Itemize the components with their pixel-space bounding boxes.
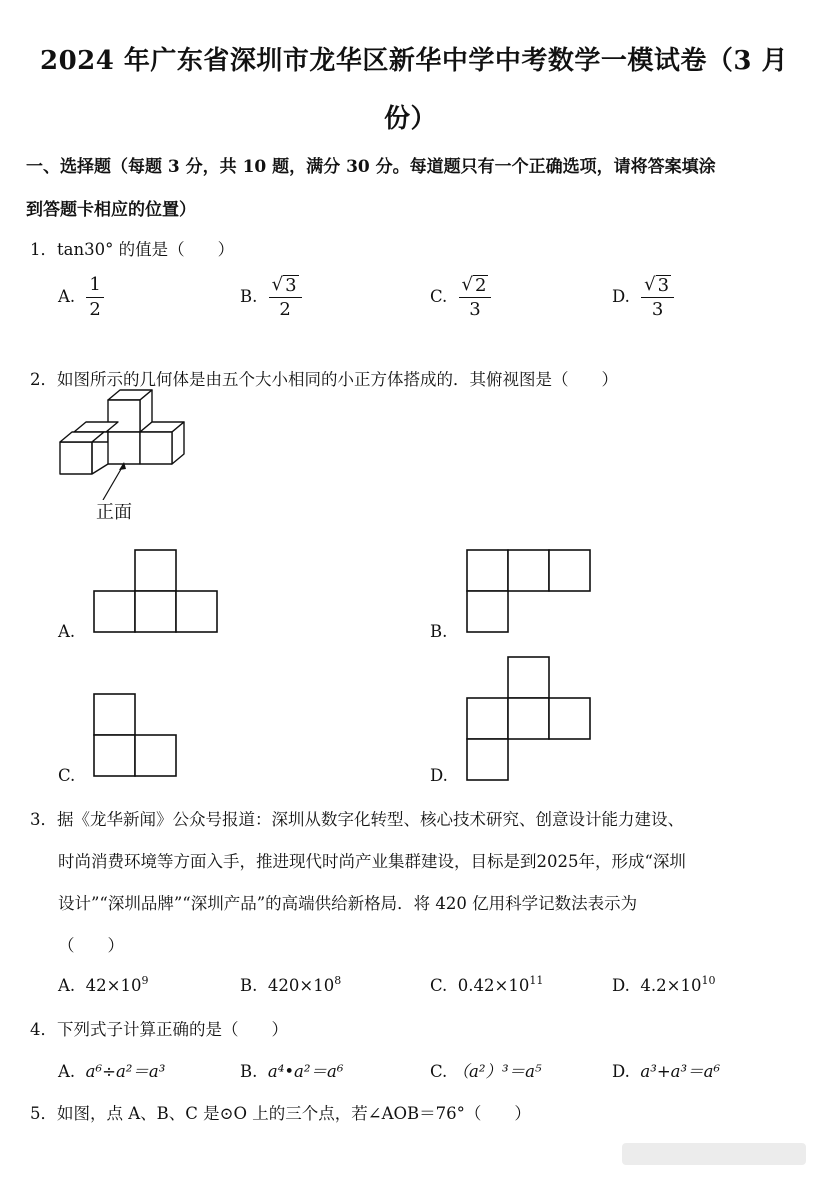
q1-option-d[interactable]	[612, 274, 674, 321]
q2-option-a-shape[interactable]	[93, 549, 219, 634]
sqrt-sign-icon: √	[644, 274, 656, 295]
q1-option-c-fraction	[459, 274, 492, 321]
q3-option-b[interactable]	[240, 974, 341, 995]
q1-option-c-denominator: 3	[469, 299, 481, 320]
q1-option-b-fraction	[269, 274, 302, 321]
q3-option-c-label: C.	[430, 976, 448, 995]
q4-option-a-expression: a⁶÷a²＝a³	[85, 1062, 166, 1081]
q4-option-a-label: A.	[58, 1062, 76, 1081]
q1-stem: 1．tan30° 的值是（ ）	[30, 240, 235, 259]
q3-option-c[interactable]	[430, 974, 543, 995]
q3-option-d[interactable]	[612, 974, 715, 995]
q4-option-d-label: D.	[612, 1062, 630, 1081]
q1-option-b[interactable]	[240, 274, 302, 321]
q3-option-d-label: D.	[612, 976, 630, 995]
q1-option-d-fraction	[641, 274, 674, 321]
bottom-scroll-indicator[interactable]	[622, 1143, 806, 1165]
exam-title-line2: 份）	[384, 104, 438, 134]
q4-option-c[interactable]	[430, 1058, 542, 1082]
q3-option-a-base: 42×10	[85, 976, 142, 995]
q3-option-a[interactable]	[58, 974, 149, 995]
q3-option-b-exponent: 8	[334, 974, 342, 987]
q4-option-b-expression: a⁴•a²＝a⁶	[267, 1062, 344, 1081]
q3-option-d-exponent: 10	[701, 974, 716, 987]
q2-stem: 2．如图所示的几何体是由五个大小相同的小正方体搭成的．其俯视图是（ ）	[30, 370, 618, 389]
cube-figure	[56, 382, 196, 500]
q1-option-a-fraction	[86, 274, 103, 321]
q1-option-c-radicand: 2	[475, 275, 487, 296]
q1-option-b-label: B.	[240, 287, 258, 306]
q1-option-a[interactable]	[58, 274, 104, 321]
q1-option-d-numerator	[641, 274, 674, 298]
front-label: 正面	[96, 502, 132, 523]
q4-option-b-label: B.	[240, 1062, 258, 1081]
q4-option-c-expression: （a²）³＝a⁵	[452, 1062, 542, 1081]
q3-option-b-base: 420×10	[267, 976, 335, 995]
q1-option-b-radicand: 3	[285, 275, 297, 296]
q3-line2: 时尚消费环境等方面入手，推进现代时尚产业集群建设，目标是到2025年，形成“深圳	[58, 852, 686, 871]
q2-option-b-shape[interactable]	[466, 549, 592, 634]
q4-option-a[interactable]	[58, 1058, 165, 1082]
q1-option-a-numerator: 1	[86, 274, 103, 298]
q1-option-c[interactable]	[430, 274, 491, 321]
q1-option-d-denominator: 3	[651, 299, 664, 320]
q2-option-a-label[interactable]: A.	[58, 622, 76, 641]
q1-option-d-label: D.	[612, 287, 630, 306]
q1-option-a-denominator: 2	[89, 299, 101, 320]
q3-option-d-base: 4.2×10	[640, 976, 702, 995]
q1-option-c-numerator	[459, 274, 492, 298]
q1-option-a-label: A.	[58, 287, 76, 306]
q2-option-c-label[interactable]: C.	[58, 766, 76, 785]
q1-option-d-radicand: 3	[657, 275, 670, 296]
q1-option-b-numerator	[269, 274, 302, 298]
q4-option-d[interactable]	[612, 1058, 720, 1082]
section-heading-line1: 一、选择题（每题 3 分，共 10 题，满分 30 分。每道题只有一个正确选项，请将答案填涂	[26, 157, 716, 177]
q3-line4: （ ）	[58, 936, 124, 955]
q2-option-b-label[interactable]: B.	[430, 622, 448, 641]
q3-line3: 设计”“深圳品牌”“深圳产品”的高端供给新格局．将 420 亿用科学记数法表示为	[58, 894, 638, 913]
q3-option-a-exponent: 9	[141, 974, 149, 987]
q5-stem: 5．如图，点 A、B、C 是⊙O 上的三个点，若∠AOB＝76°（ ）	[30, 1104, 531, 1123]
sqrt-sign-icon: √	[461, 274, 474, 295]
q2-option-d-label[interactable]: D.	[430, 766, 448, 785]
q4-option-d-expression: a³+a³＝a⁶	[640, 1062, 721, 1081]
q3-option-b-label: B.	[240, 976, 258, 995]
q3-option-c-exponent: 11	[529, 974, 544, 987]
q4-stem: 4．下列式子计算正确的是（ ）	[30, 1020, 288, 1039]
sqrt-sign-icon: √	[271, 274, 284, 295]
q3-line1: 3．据《龙华新闻》公众号报道：深圳从数字化转型、核心技术研究、创意设计能力建设、	[30, 810, 684, 829]
q1-option-c-label: C.	[430, 287, 448, 306]
q3-option-c-base: 0.42×10	[457, 976, 530, 995]
q4-option-b[interactable]	[240, 1058, 343, 1082]
q2-option-c-shape[interactable]	[93, 693, 178, 778]
q4-option-c-label: C.	[430, 1062, 448, 1081]
section-heading-line2: 到答题卡相应的位置）	[26, 200, 196, 220]
exam-title-line1: 2024 年广东省深圳市龙华区新华中学中考数学一模试卷（3 月	[40, 46, 789, 76]
q2-option-d-shape[interactable]	[466, 656, 592, 782]
q1-option-b-denominator: 2	[279, 299, 291, 320]
q3-option-a-label: A.	[58, 976, 76, 995]
